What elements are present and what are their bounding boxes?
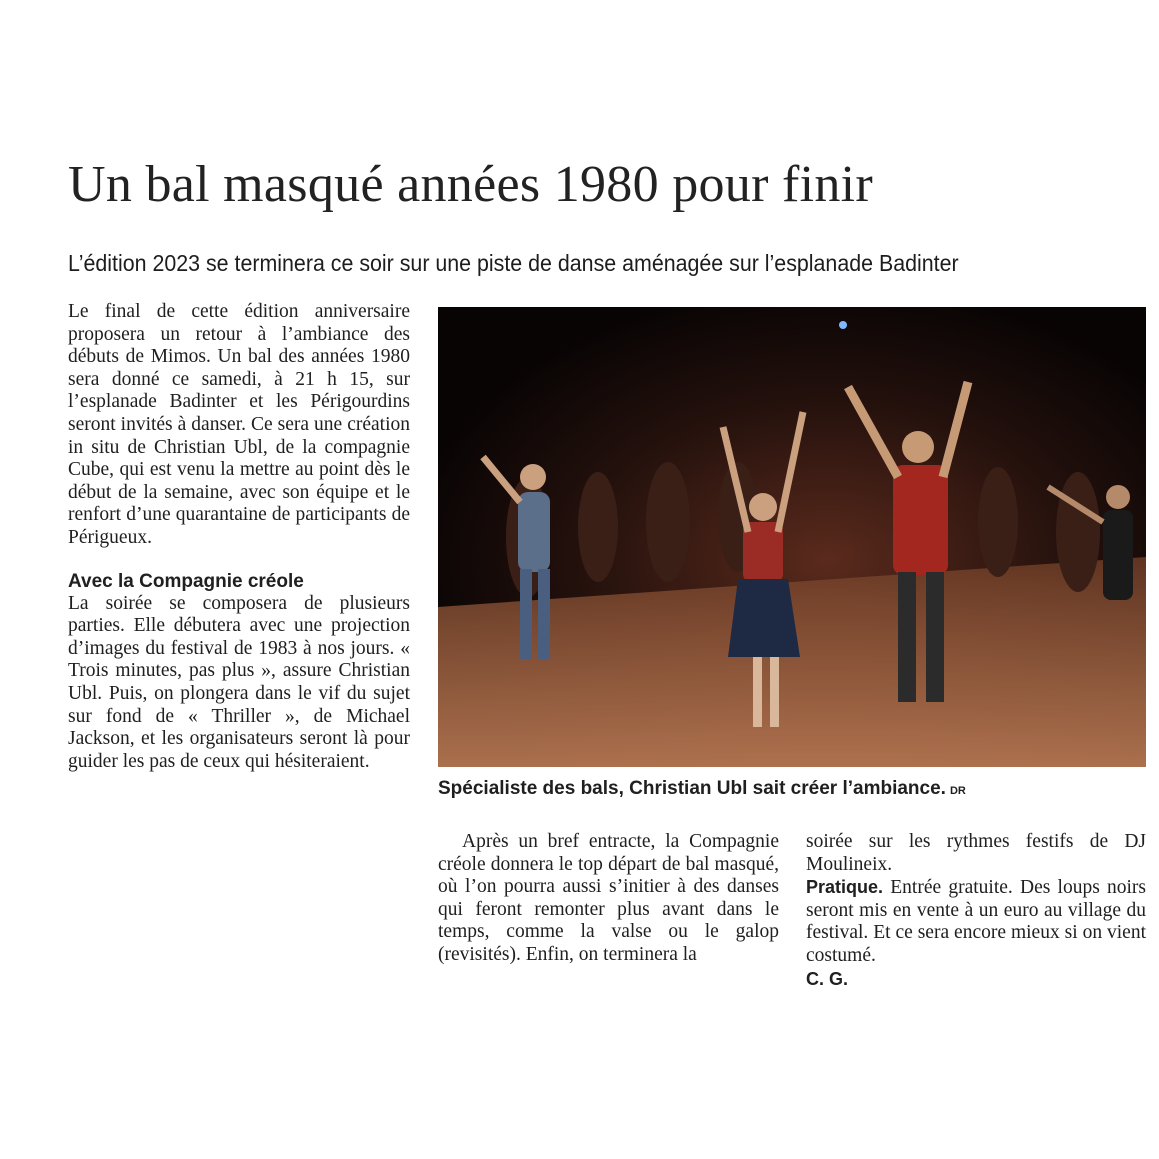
paragraph-3: Après un bref entracte, la Compagnie créole donnera le top départ de bal masqué, où l’on pourra aussi s’initier à des danses qui feront remonter plus avant dans le temps, comme la valse ou le galop (revisités). Enfin, on terminera la — [438, 831, 779, 965]
dancers-photo — [438, 307, 1146, 767]
photo-caption — [438, 778, 1148, 800]
article-column-2 — [438, 831, 779, 967]
photo-credit: DR — [949, 785, 966, 797]
pratique-label: Pratique. — [806, 877, 884, 898]
signature: C. G. — [806, 968, 849, 989]
intro-paragraph: Le final de cette édition anniversaire proposera un retour à l’ambiance des débuts de Mimos. Un bal des années 1980 sera donné ce samedi, à 21 h 15, sur l’esplanade Badinter et les Périgourdins seront invités à danser. Ce sera une création in situ de Christian Ubl, de la compagnie Cube, qui est venu la mettre au point dès le début de la semaine, avec son équipe et le renfort d’une quarantaine de participants de Périgueux. — [68, 301, 410, 548]
paragraph-3-continued: soirée sur les rythmes festifs de DJ Moulineix. — [806, 831, 1146, 875]
paragraph-2: La soirée se composera de plusieurs parties. Elle débutera avec une projection d’images du festival de 1983 à nos jours. « Trois minutes, pas plus », assure Christian Ubl. Puis, on plongera dans le vif du sujet sur fond de « Thriller », de Michael Jackson, et les organisateurs seront là pour guider les pas de ceux qui hésiteraient. — [68, 592, 410, 772]
intertitle: Avec la Compagnie créole — [68, 570, 304, 592]
caption-text: Spécialiste des bals, Christian Ubl sait créer l’ambiance. — [438, 778, 946, 799]
pratique-text: Entrée gratuite. Des loups noirs seront mis en vente à un euro au village du festival. Et ce sera encore mieux si on vient costumé. — [806, 877, 1146, 966]
article-column-3 — [806, 831, 1146, 990]
dancers-photo-illustration — [438, 307, 1146, 767]
article-column-1 — [68, 301, 410, 773]
headline: Un bal masqué années 1980 pour finir — [68, 156, 874, 213]
pratique-paragraph — [806, 876, 1146, 967]
subheadline: L’édition 2023 se terminera ce soir sur une piste de danse aménagée sur l’esplanade Badinter — [68, 250, 959, 276]
